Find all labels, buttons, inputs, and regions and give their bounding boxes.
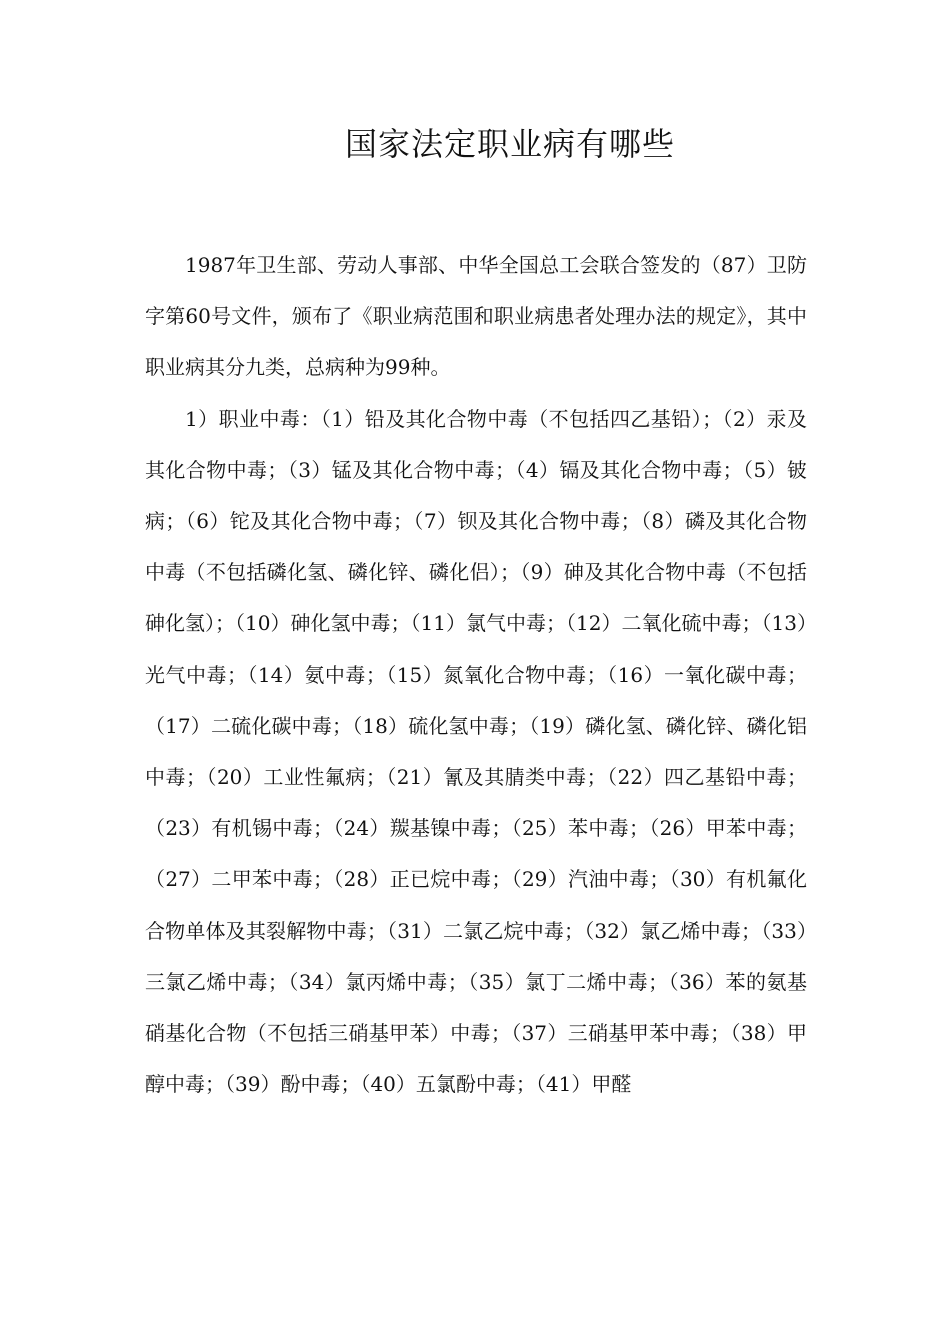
paragraph-intro: 1987年卫生部、劳动人事部、中华全国总工会联合签发的（87）卫防字第60号文件，颁布了《职业病范围和职业病患者处理办法的规定》，其中职业病其分九类，总病种为99种。 bbox=[145, 253, 807, 380]
document-body bbox=[145, 240, 807, 1110]
paragraph-occupational-poisoning: 1）职业中毒：（1）铅及其化合物中毒（不包括四乙基铅）；（2）汞及其化合物中毒；（3）锰及其化合物中毒；（4）镉及其化合物中毒；（5）铍病；（6）铊及其化合物中毒；（7）钡及其化合物中毒；（8）磷及其化合物中毒（不包括磷化氢、磷化锌、磷化侣）；（9）砷及其化合物中毒（不包括砷化氢）；（10）砷化氢中毒；（11）氯气中毒；（12）二氧化硫中毒；（13）光气中毒；（14）氨中毒；（15）氮氧化合物中毒；（16）一氧化碳中毒；（17）二硫化碳中毒；（18）硫化氢中毒；（19）磷化氢、磷化锌、磷化铝中毒；（20）工业性氟病；（21）氰及其腈类中毒；（22）四乙基铅中毒；（23）有机锡中毒；（24）羰基镍中毒；（25）苯中毒；（26）甲苯中毒；（27）二甲苯中毒；（28）正已烷中毒；（29）汽油中毒；（30）有机氟化合物单体及其裂解物中毒；（31）二氯乙烷中毒；（32）氯乙烯中毒；（33）三氯乙烯中毒；（34）氯丙烯中毒；（35）氯丁二烯中毒；（36）苯的氨基硝基化合物（不包括三硝基甲苯）中毒；（37）三硝基甲苯中毒；（38）甲醇中毒；（39）酚中毒；（40）五氯酚中毒；（41）甲醛 bbox=[145, 406, 807, 1097]
document-title: 国家法定职业病有哪些 bbox=[344, 125, 675, 163]
